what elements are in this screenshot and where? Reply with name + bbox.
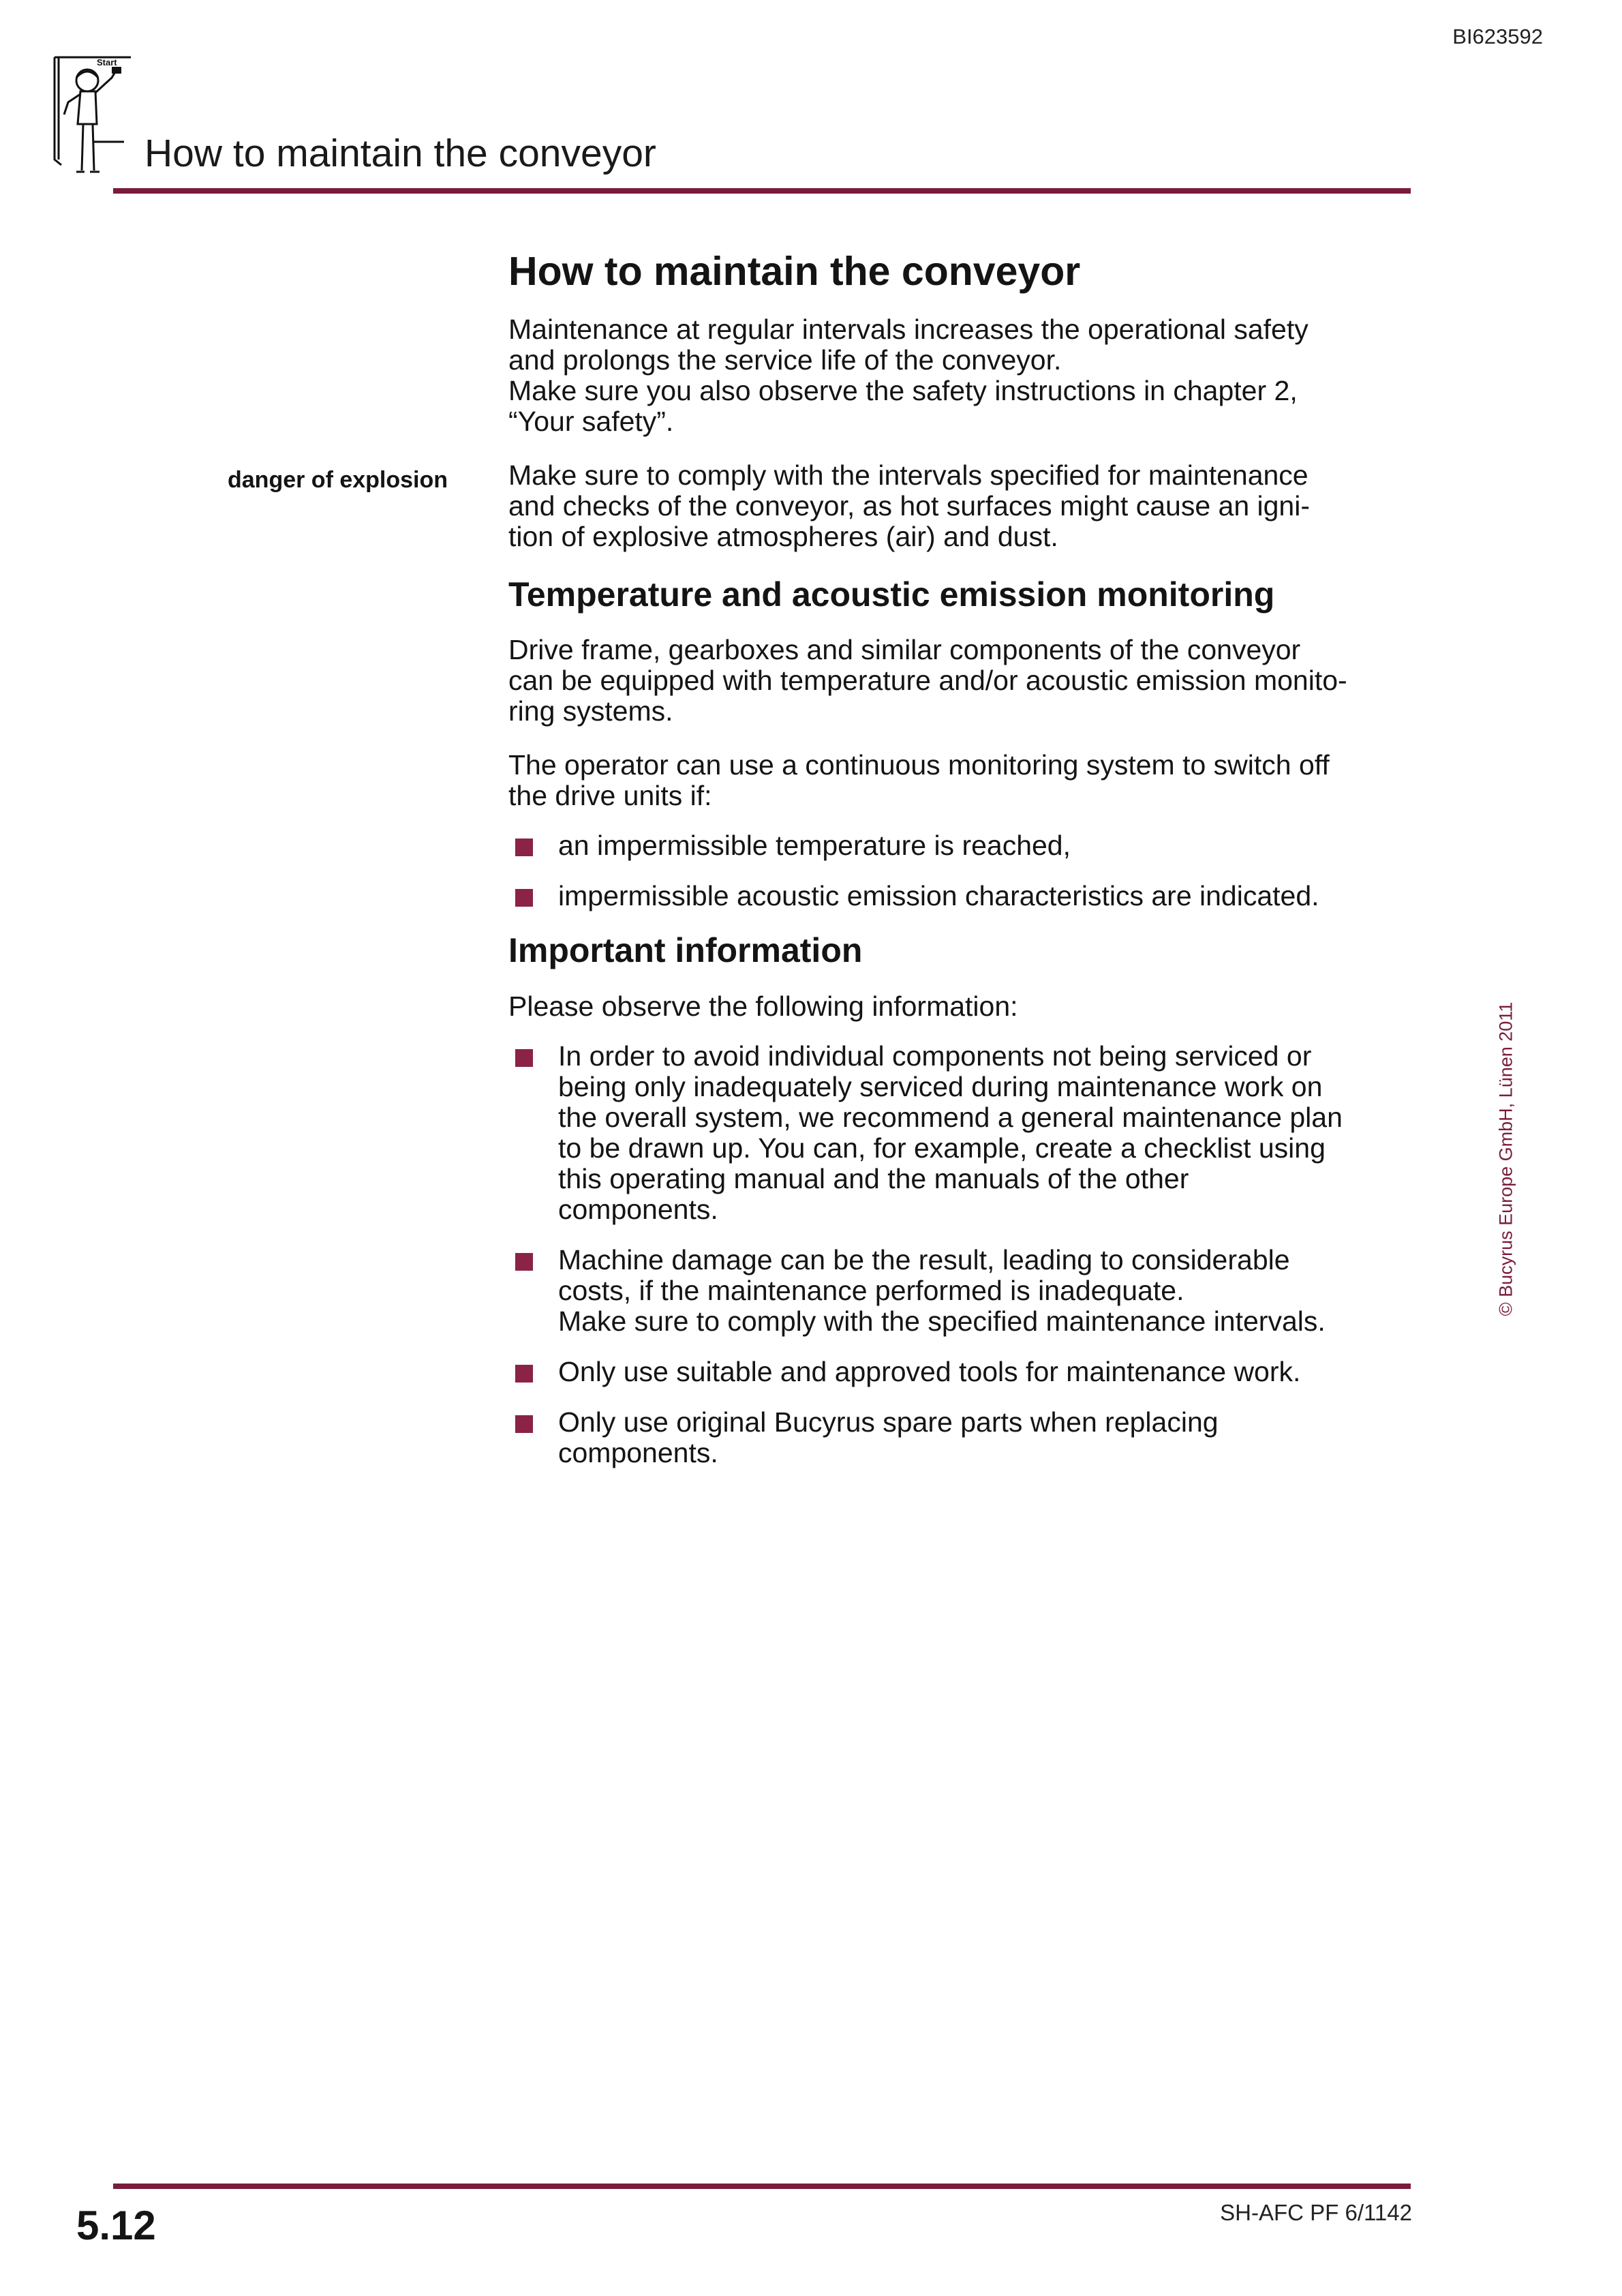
logo-label: Start <box>97 57 117 67</box>
explosion-warning <box>228 459 1415 552</box>
copyright-text: © Bucyrus Europe GmbH, Lünen 2011 <box>1495 1001 1516 1316</box>
list-item <box>508 881 1415 911</box>
page-title: How to maintain the conveyor <box>508 249 1081 294</box>
important-intro: Please observe the following information: <box>508 990 1018 1022</box>
square-bullet-icon <box>515 1415 533 1433</box>
square-bullet-icon <box>515 889 533 907</box>
copyright-notice <box>1486 1002 1527 1316</box>
list-item <box>508 1245 1415 1337</box>
main-content <box>228 249 1415 1488</box>
list-item-text: Machine damage can be the result, leading to considerable costs, if the maintenance performed is inadequate. Make sure to comply with the specified maintenance intervals. <box>558 1243 1326 1337</box>
list-item <box>508 830 1415 861</box>
footer-rule <box>113 2184 1411 2189</box>
list-item-text: an impermissible temperature is reached, <box>558 830 1071 862</box>
list-item-text: Only use suitable and approved tools for maintenance work. <box>558 1355 1301 1387</box>
list-item <box>508 1041 1415 1225</box>
section-heading-monitoring: Temperature and acoustic emission monitoring <box>508 575 1275 614</box>
page-number: 5.12 <box>76 2203 156 2248</box>
important-list <box>508 1041 1415 1468</box>
explosion-paragraph: Make sure to comply with the intervals specified for maintenance and checks of the conveyor, as hot surfaces might cause an igni- tion of explosive atmospheres (air) and dust. <box>508 459 1310 552</box>
section-heading-important: Important information <box>508 931 863 970</box>
intro-paragraph: Maintenance at regular intervals increases the operational safety and prolongs the service life of the conveyor. Make sure you also observe the safety instructions in chapter 2, “Your safety”. <box>508 313 1309 437</box>
list-item-text: In order to avoid individual components not being serviced or being only inadequately serviced during maintenance work on the overall system, we recommend a general maintenance plan to be drawn up. You can, for example, create a checklist using this operating manual and the manuals of the other components. <box>558 1040 1343 1225</box>
monitoring-paragraph-1: Drive frame, gearboxes and similar components of the conveyor can be equipped with temperature and/or acoustic emission monito- ring systems. <box>508 634 1347 727</box>
square-bullet-icon <box>515 1049 533 1067</box>
side-label-danger: danger of explosion <box>228 466 448 493</box>
list-item-text: Only use original Bucyrus spare parts when replacing components. <box>558 1406 1219 1468</box>
header-rule <box>113 188 1411 194</box>
list-item-text: impermissible acoustic emission characteristics are indicated. <box>558 880 1319 912</box>
square-bullet-icon <box>515 1253 533 1271</box>
document-reference: SH-AFC PF 6/1142 <box>1220 2200 1412 2225</box>
list-item <box>508 1407 1415 1468</box>
person-start-button-icon <box>49 50 144 187</box>
list-item <box>508 1357 1415 1387</box>
monitoring-paragraph-2: The operator can use a continuous monitoring system to switch off the drive units if: <box>508 749 1330 812</box>
monitoring-list <box>508 830 1415 911</box>
document-id: BI623592 <box>1452 25 1543 48</box>
header-title: How to maintain the conveyor <box>144 132 656 175</box>
square-bullet-icon <box>515 839 533 856</box>
square-bullet-icon <box>515 1365 533 1383</box>
